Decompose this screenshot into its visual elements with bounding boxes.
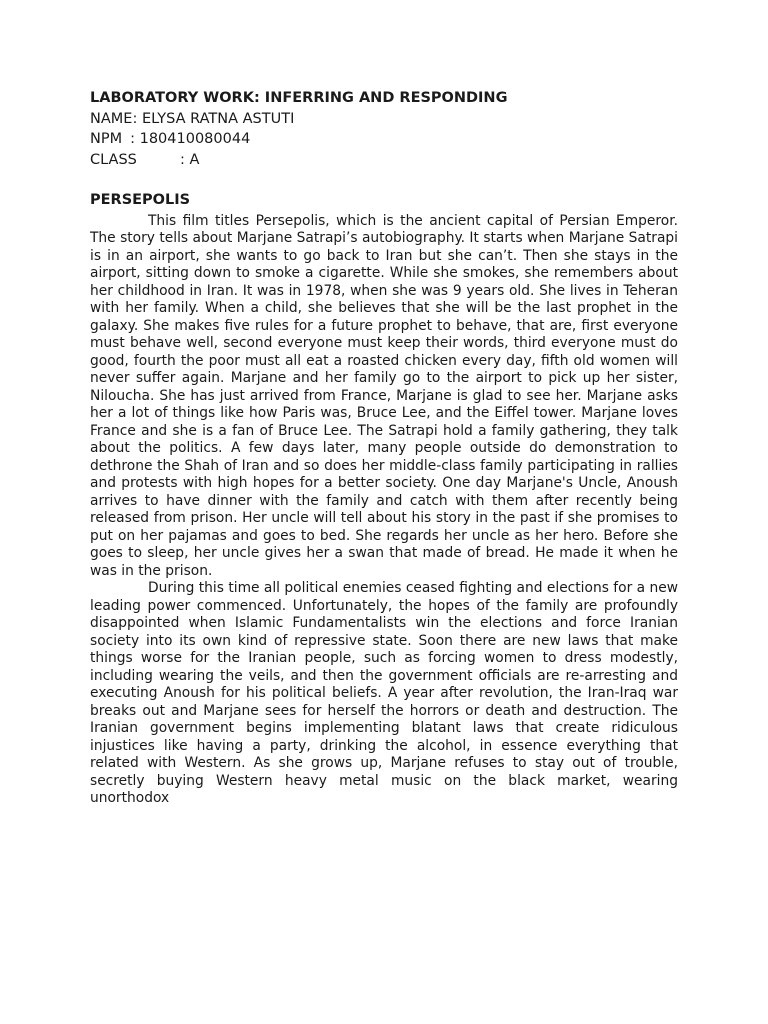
paragraph-2: During this time all political enemies ceased fighting and elections for a new leading power commenced. Unfortunately, the hopes of the family are profoundly disappointed when Islamic Fundamentalists win the elections and force Iranian society into its own kind of repressive state. Soon there are new laws that make things worse for the Iranian people, such as forcing women to dress modestly, including wearing the veils, and then the government officials are re-arresting and executing Anoush for his political beliefs. A year after revolution, the Iran-Iraq war breaks out and Marjane sees for herself the horrors or death and destruction. The Iranian government begins implementing blatant laws that create ridiculous injustices like having a party, drinking the alcohol, in essence everything that related with Western. As she grows up, Marjane refuses to stay out of trouble, secretly buying Western heavy metal music on the black market, wearing unorthodox (90, 580, 678, 806)
name-value: : ELYSA RATNA ASTUTI (132, 110, 295, 127)
npm-label: NPM (90, 131, 123, 147)
document-page (90, 88, 678, 808)
name-line (90, 109, 678, 130)
section-title: PERSEPOLIS (90, 192, 191, 208)
class-line (90, 150, 678, 171)
document-title: LABORATORY WORK: INFERRING AND RESPONDING (90, 90, 508, 106)
class-label: CLASS (90, 151, 137, 168)
class-value: : A (180, 151, 200, 168)
name-label: NAME (90, 110, 133, 127)
paragraph-1: This film titles Persepolis, which is the ancient capital of Persian Emperor. The story tells about Marjane Satrapi’s autobiography. It starts when Marjane Satrapi is in an airport, she wants to go back to Iran but she can’t. Then she stays in the airport, sitting down to smoke a cigarette. While she smokes, she remembers about her childhood in Iran. It was in 1978, when she was 9 years old. She lives in Teheran with her family. When a child, she believes that she will be the last prophet in the galaxy. She makes five rules for a future prophet to behave, that are, first everyone must behave well, second everyone must keep their words, third everyone must do good, fourth the poor must all eat a roasted chicken every day, fifth old women will never suffer again. Marjane and her family go to the airport to pick up her sister, Niloucha. She has just arrived from France, Marjane is glad to see her. Marjane asks her a lot of things like how Paris was, Bruce Lee, and the Eiffel tower. Marjane loves France and she is a fan of Bruce Lee. The Satrapi hold a family gathering, they talk about the politics. A few days later, many people outside do demonstration to dethrone the Shah of Iran and so does her middle-class family participating in rallies and protests with high hopes for a better society. One day Marjane's Uncle, Anoush arrives to have dinner with the family and catch with them after recently being released from prison. Her uncle will tell about his story in the past if she promises to put on her pajamas and goes to bed. She regards her uncle as her hero. Before she goes to sleep, her uncle gives her a swan that made of bread. He made it when he was in the prison. (90, 212, 678, 579)
npm-value: : 180410080044 (130, 131, 251, 147)
npm-line (90, 129, 678, 150)
